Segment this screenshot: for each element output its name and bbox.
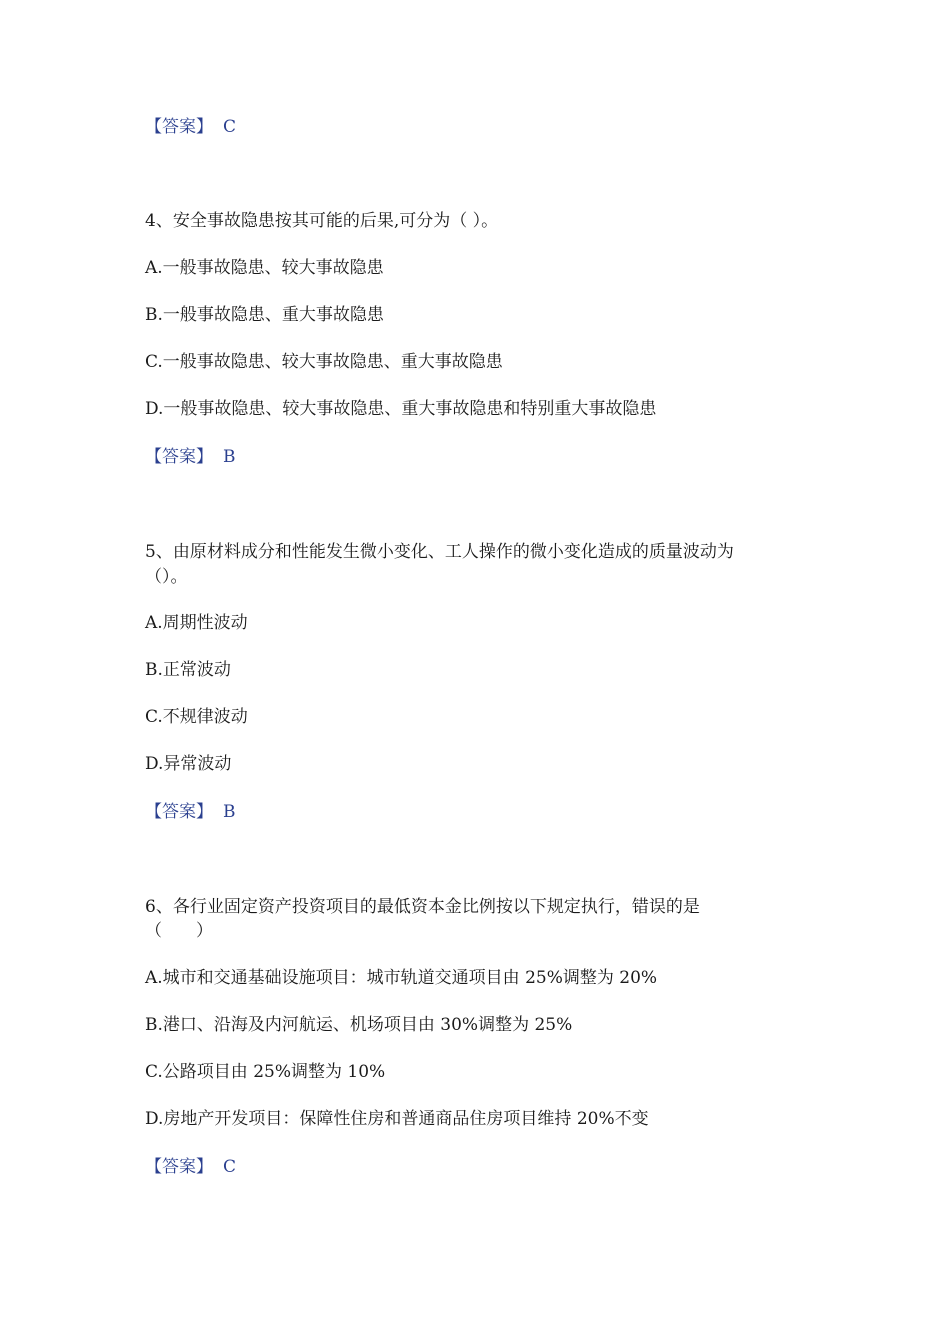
answer-label: 【答案】 [145, 1157, 213, 1177]
answer-line [145, 801, 236, 823]
answer-line [145, 116, 236, 138]
question-stem-continued: （ ） [145, 921, 213, 941]
option-b: B.一般事故隐患、重大事故隐患 [145, 305, 384, 325]
question-stem: 5、由原材料成分和性能发生微小变化、工人操作的微小变化造成的质量波动为 [145, 542, 734, 562]
answer-label: 【答案】 [145, 117, 213, 137]
option-b: B.港口、沿海及内河航运、机场项目由 30%调整为 25% [145, 1015, 573, 1035]
option-c: C.不规律波动 [145, 707, 248, 727]
answer-line [145, 1156, 236, 1178]
option-a: A.一般事故隐患、较大事故隐患 [145, 258, 384, 278]
answer-label: 【答案】 [145, 447, 213, 467]
option-a: A.城市和交通基础设施项目：城市轨道交通项目由 25%调整为 20% [145, 968, 658, 988]
answer-value: C [223, 1157, 237, 1177]
option-d: D.房地产开发项目：保障性住房和普通商品住房项目维持 20%不变 [145, 1109, 649, 1129]
answer-label: 【答案】 [145, 802, 213, 822]
option-c: C.一般事故隐患、较大事故隐患、重大事故隐患 [145, 352, 503, 372]
question-stem: 6、各行业固定资产投资项目的最低资本金比例按以下规定执行，错误的是 [145, 897, 700, 917]
question-stem-continued: （）。 [145, 567, 188, 587]
answer-value: B [223, 802, 236, 822]
option-d: D.异常波动 [145, 754, 232, 774]
option-d: D.一般事故隐患、较大事故隐患、重大事故隐患和特别重大事故隐患 [145, 399, 657, 419]
answer-line [145, 446, 236, 468]
question-stem: 4、安全事故隐患按其可能的后果,可分为（ ）。 [145, 211, 499, 231]
answer-value: B [223, 447, 236, 467]
option-a: A.周期性波动 [145, 613, 248, 633]
answer-value: C [223, 117, 237, 137]
option-b: B.正常波动 [145, 660, 231, 680]
option-c: C.公路项目由 25%调整为 10% [145, 1062, 386, 1082]
